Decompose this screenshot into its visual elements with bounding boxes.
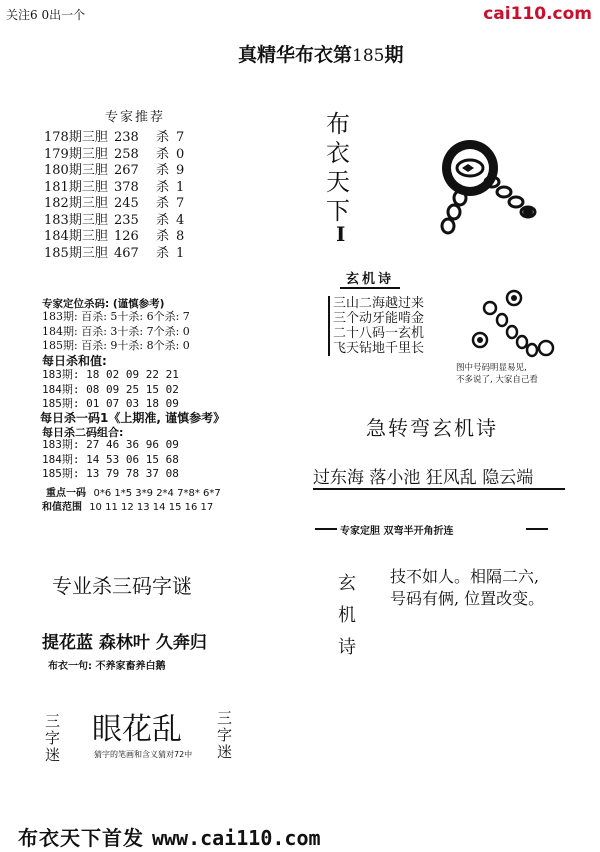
list-item: 184期: 14 53 06 15 68	[42, 452, 179, 466]
poem-line: 三个动牙能啃金	[333, 311, 425, 326]
cell-kill-label: 杀	[156, 146, 170, 162]
title-issue: 185	[352, 46, 385, 66]
daily-two-list	[42, 438, 179, 482]
cell-kill: 1	[176, 179, 185, 195]
one-word-tip: 布衣一句: 不养家畜养白鹅	[48, 661, 166, 672]
cell-nums: 238	[114, 130, 139, 145]
cell-period: 179期三胆	[44, 146, 108, 162]
cell-kill-label: 杀	[156, 163, 170, 178]
riddle-note: 猜字的笔画和含义猜对72中	[94, 750, 193, 759]
riddle-lines	[390, 566, 544, 610]
poem-line: 三山二海越过来	[333, 296, 425, 311]
cell-period: 185期三胆	[44, 245, 108, 261]
footer-title: 布衣天下首发	[18, 826, 144, 850]
cell-nums: 235	[114, 212, 139, 228]
cell-kill-label: 杀	[156, 130, 170, 145]
table-row	[44, 130, 184, 147]
range-value: 10 11 12 13 14 15 16 17	[89, 502, 214, 513]
cell-kill: 7	[176, 130, 185, 145]
position-kill-title: 专家定位杀码: (谨慎参考)	[42, 298, 165, 310]
cell-nums: 245	[114, 196, 139, 211]
riddle-line: 技不如人。相隔二六,	[390, 567, 540, 586]
range-label: 和值范围	[42, 502, 82, 513]
heavy-code	[46, 484, 221, 499]
list-item: 183期: 百杀: 5十杀: 6个杀: 7	[42, 310, 190, 323]
site-logo[interactable]: cai110.com	[483, 4, 592, 24]
table-row	[44, 246, 184, 263]
daily-sum-title: 每日杀和值:	[42, 354, 107, 368]
expert-banner: 专家定胆 双弯半开角折连	[340, 526, 454, 537]
cell-kill: 8	[176, 229, 185, 244]
list-item: 183期: 18 02 09 22 21	[42, 368, 179, 381]
list-item: 184期: 08 09 25 15 02	[42, 382, 179, 396]
table-row	[44, 229, 184, 246]
riddle-label-right: 三字迷	[215, 710, 233, 761]
title-main: 真精华布衣第	[238, 44, 353, 66]
riddle-label-left: 三字迷	[43, 713, 61, 764]
table-row	[44, 163, 184, 180]
brand-mark: I	[336, 222, 346, 246]
poem-title: 玄机诗	[340, 268, 400, 289]
list-item: 185期: 01 07 03 18 09	[42, 397, 179, 410]
cell-period: 182期三胆	[44, 196, 108, 211]
heavy-value: 0*6 1*5 3*9 2*4 7*8* 6*7	[93, 488, 221, 499]
banner-rule-right	[526, 528, 548, 530]
cell-kill-label: 杀	[156, 179, 170, 195]
image-note	[456, 362, 538, 386]
cell-kill: 1	[176, 245, 185, 261]
cell-kill-label: 杀	[156, 212, 170, 228]
cell-kill: 9	[176, 163, 185, 178]
phrases-underline	[313, 488, 565, 490]
riddle-big-text: 眼花乱	[92, 712, 182, 747]
sum-range	[42, 498, 213, 513]
title-suffix: 期	[384, 44, 404, 66]
riddle-hints: 提花蓝 森林叶 久奔归	[42, 633, 207, 653]
cell-nums: 126	[114, 229, 139, 244]
riddle-line: 号码有俩, 位置改变。	[390, 589, 545, 608]
position-kill-list	[42, 310, 190, 354]
expert-title: 专家推荐	[105, 110, 166, 125]
list-item: 185期: 13 79 78 37 08	[42, 467, 179, 480]
cell-nums: 378	[114, 179, 139, 195]
vertical-brand: 布衣天下	[326, 110, 350, 225]
table-row	[44, 147, 184, 164]
expert-picks	[44, 130, 184, 262]
list-item: 183期: 27 46 36 96 09	[42, 438, 179, 451]
image-note-line: 图中号码明显易见,	[456, 363, 527, 373]
table-row	[44, 180, 184, 197]
cell-nums: 467	[114, 245, 139, 261]
cell-kill: 0	[176, 146, 185, 162]
cell-kill-label: 杀	[156, 245, 170, 261]
page-title	[238, 40, 403, 67]
chain-figure-top	[430, 128, 590, 238]
daily-sum-list	[42, 368, 179, 412]
list-item: 185期: 百杀: 9十杀: 8个杀: 0	[42, 339, 190, 352]
table-row	[44, 213, 184, 230]
image-note-line: 不多说了, 大家自己看	[456, 375, 538, 385]
cell-kill-label: 杀	[156, 196, 170, 211]
cell-period: 184期三胆	[44, 229, 108, 244]
list-item: 184期: 百杀: 3十杀: 7个杀: 0	[42, 324, 190, 338]
banner-rule-left	[315, 528, 337, 530]
kill3-heading: 专业杀三码字谜	[52, 574, 192, 598]
cell-kill: 4	[176, 212, 185, 228]
poem-lines	[328, 296, 424, 356]
poem-line: 飞天钻地千里长	[333, 341, 425, 356]
footer-brand	[18, 822, 321, 851]
cell-period: 178期三胆	[44, 130, 108, 145]
riddle-poem-title: 急转弯玄机诗	[366, 416, 498, 440]
cell-nums: 267	[114, 163, 139, 178]
riddle-phrases: 过东海 落小池 狂风乱 隐云端	[313, 468, 534, 488]
table-row	[44, 196, 184, 213]
vertical-poem-label: 玄机诗	[338, 573, 356, 658]
chain-figure-bottom	[460, 286, 560, 362]
poem-line: 二十八码一玄机	[333, 326, 425, 341]
cell-kill-label: 杀	[156, 229, 170, 244]
daily-one-title: 每日杀一码1《上期准, 谨慎参考》	[40, 411, 226, 425]
follow-note: 关注6 0出一个	[6, 8, 86, 22]
footer-url[interactable]: www.cai110.com	[151, 826, 321, 850]
cell-nums: 258	[114, 146, 139, 162]
cell-period: 180期三胆	[44, 163, 108, 178]
daily-two-title: 每日杀二码组合:	[42, 426, 124, 439]
cell-period: 183期三胆	[44, 212, 108, 228]
heavy-label: 重点一码	[46, 488, 86, 499]
cell-kill: 7	[176, 196, 185, 211]
cell-period: 181期三胆	[44, 179, 108, 195]
